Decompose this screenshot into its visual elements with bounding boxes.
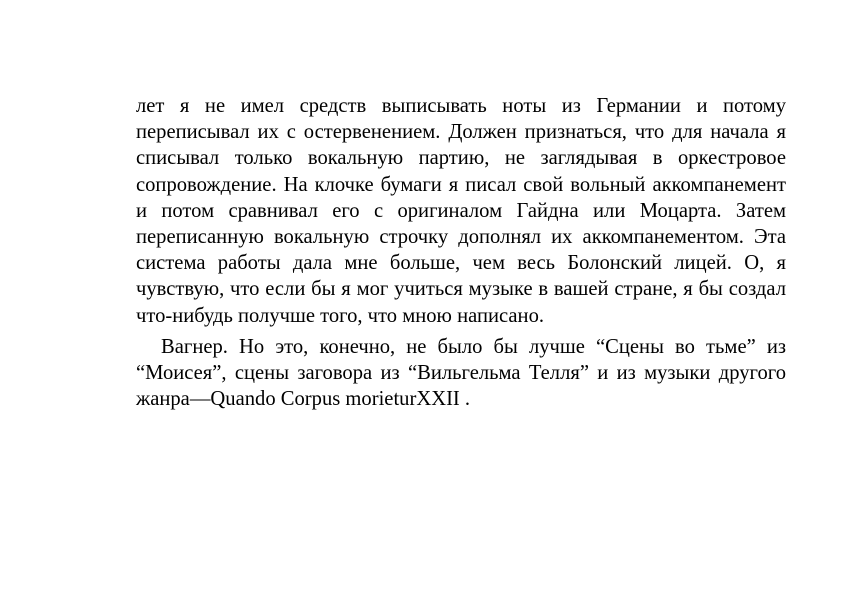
body-text [136, 93, 786, 412]
paragraph-continuation: лет я не имел средств выписывать ноты из Германии и потому переписывал их с остервенением. Должен признаться, что для начала я списывал только вокальную партию, не заглядывая в оркестровое сопровождение. На клочке бумаги я писал свой вольный аккомпанемент и потом сравнивал его с оригиналом Гайдна или Моцарта. Затем переписанную вокальную строчку дополнял их аккомпанементом. Эта система работы дала мне больше, чем весь Болонский лицей. О, я чувствую, что если бы я мог учиться музыке в вашей стране, я бы создал что-нибудь получше того, что мною написано. [136, 95, 786, 327]
paragraph-wagner-reply: Вагнер. Но это, конечно, не было бы лучше “Сцены во тьме” из “Моисея”, сцены заговора из “Вильгельма Телля” и из музыки другого жанра—Quando Corpus morieturXXII . [136, 335, 786, 411]
